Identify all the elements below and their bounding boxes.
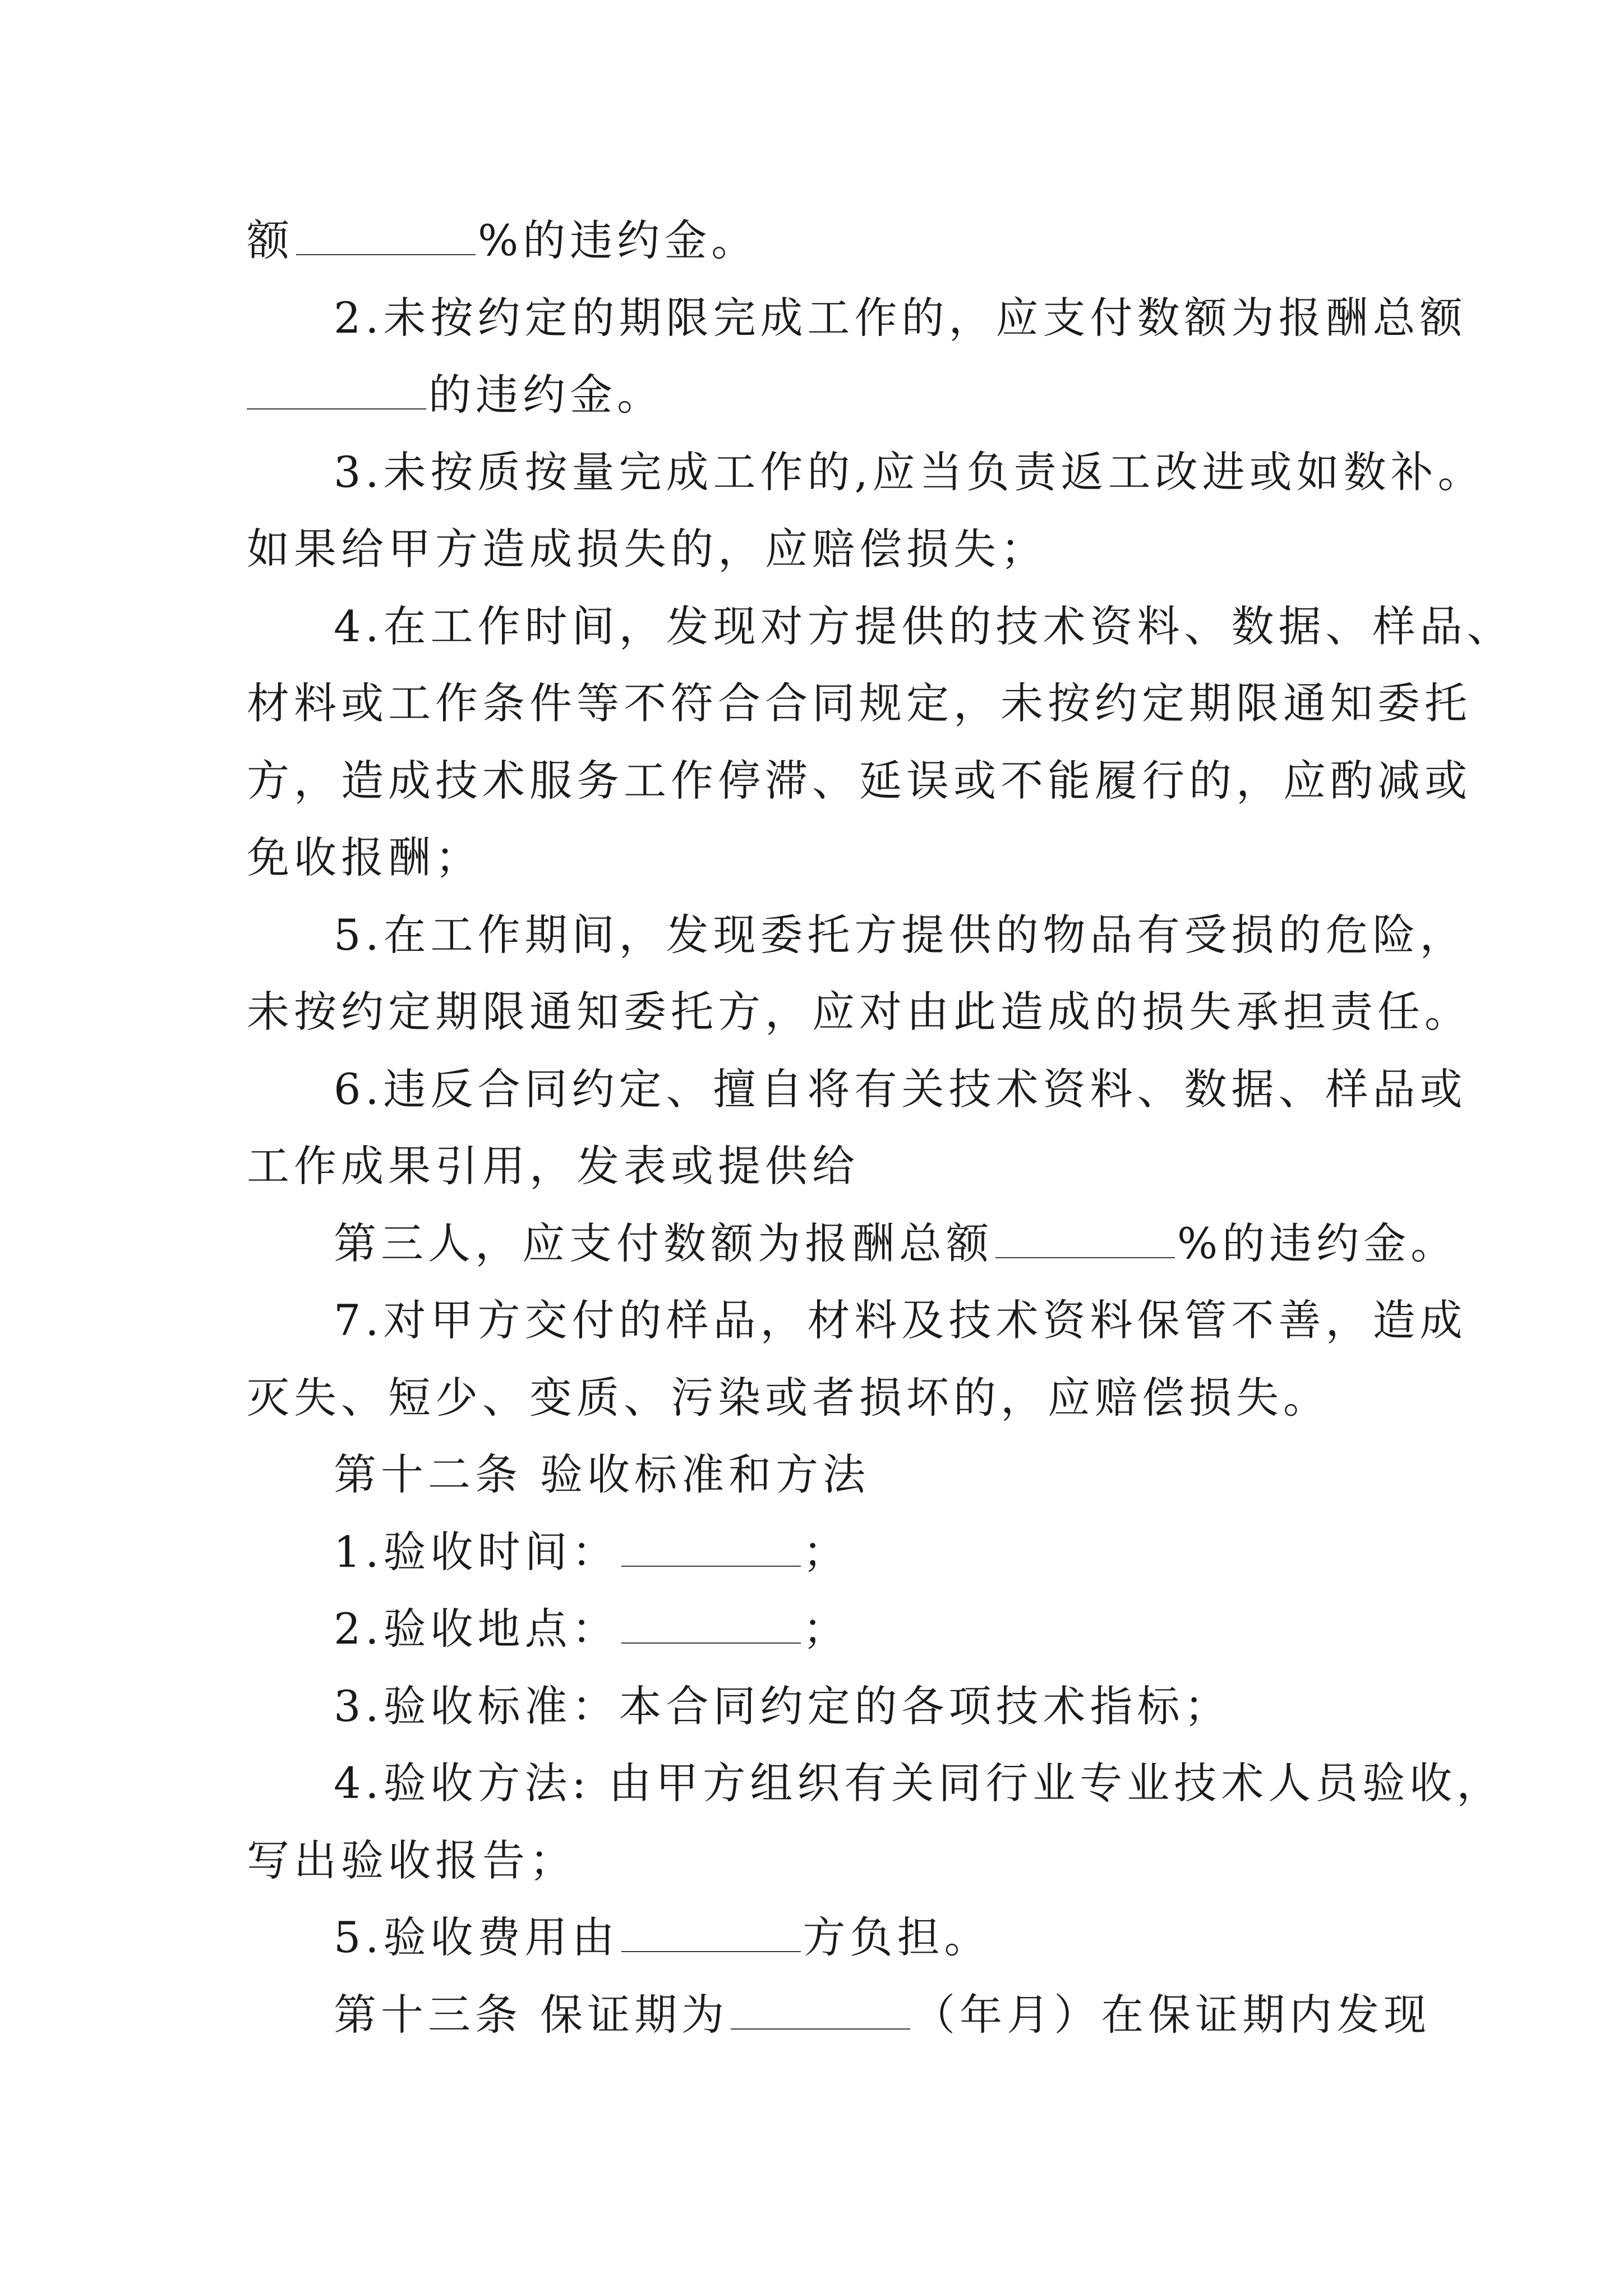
fill-in-blank[interactable]: [731, 2028, 910, 2030]
text-line: [247, 510, 1402, 588]
fill-in-blank[interactable]: [621, 1950, 801, 1952]
text-segment: 免收报酬；: [247, 832, 482, 882]
text-line: [247, 202, 1402, 279]
text-segment: 第三人，应支付数额为报酬总额: [334, 1218, 993, 1268]
text-line: [247, 434, 1485, 511]
text-segment: 6.违反合同约定、擅自将有关技术资料、数据、样品或: [334, 1064, 1467, 1114]
document-body: [247, 202, 1514, 2053]
text-segment: 方负担。: [803, 1912, 992, 1962]
text-line: [247, 1282, 1467, 1359]
text-segment: 方，造成技术服务工作停滞、延误或不能履行的，应酌减或: [247, 755, 1472, 806]
text-line: [247, 1745, 1504, 1822]
section-heading: [247, 1976, 1431, 2054]
text-segment: 工作成果引用，发表或提供给: [247, 1141, 859, 1191]
text-line: [247, 588, 1514, 665]
text-segment: 如果给甲方造成损失的，应赔偿损失；: [247, 524, 1048, 574]
text-segment: 材料或工作条件等不符合合同规定，未按约定期限通知委托: [247, 678, 1472, 728]
fill-in-blank[interactable]: [296, 254, 476, 255]
text-line: [247, 742, 1472, 820]
text-segment: 3.验收标准：本合同约定的各项技术指标；: [334, 1681, 1232, 1731]
section-heading: [247, 1436, 1402, 1513]
text-segment: ；: [803, 1526, 850, 1577]
text-segment: 5.验收费用由: [334, 1912, 619, 1962]
text-segment: 1.验收时间：: [334, 1526, 619, 1577]
text-segment: 灭失、短少、变质、污染或者损坏的，应赔偿损失。: [247, 1372, 1330, 1423]
text-segment: 第十三条 保证期为: [334, 1989, 729, 2040]
text-segment: 4.验收方法: 由甲方组织有关同行业专业技术人员验收，: [334, 1758, 1504, 1808]
text-line: [247, 896, 1467, 974]
text-line: [247, 1590, 1402, 1668]
text-line: [247, 1205, 1458, 1282]
text-segment: 未按约定期限通知委托方，应对由此造成的损失承担责任。: [247, 987, 1472, 1037]
text-line: [247, 973, 1472, 1051]
text-segment: 5.在工作期间，发现委托方提供的物品有受损的危险，: [334, 909, 1467, 960]
fill-in-blank[interactable]: [247, 408, 426, 409]
text-line: [247, 1513, 1402, 1591]
text-segment: 4.在工作时间，发现对方提供的技术资料、数据、样品、: [334, 601, 1514, 651]
text-segment: （年月）在保证期内发现: [912, 1989, 1431, 2040]
text-line: [247, 1128, 1402, 1205]
text-line: [247, 1359, 1402, 1437]
text-segment: 2.验收地点：: [334, 1604, 619, 1654]
text-line: [247, 819, 1402, 896]
text-line: [247, 1822, 1402, 1899]
fill-in-blank[interactable]: [621, 1565, 801, 1567]
text-segment: %的违约金。: [478, 215, 759, 265]
text-line: [247, 1668, 1402, 1745]
text-segment: 第十二条 验收标准和方法: [334, 1450, 870, 1499]
text-line: [247, 1899, 1402, 1976]
text-segment: 2.未按约定的期限完成工作的，应支付数额为报酬总额: [334, 292, 1467, 343]
text-segment: 3.未按质按量完成工作的,应当负责返工改进或如数补。: [334, 447, 1485, 497]
fill-in-blank[interactable]: [995, 1257, 1175, 1258]
text-line: [247, 279, 1467, 357]
text-line: [247, 1051, 1467, 1128]
text-line: [247, 356, 1402, 434]
text-segment: 的违约金。: [428, 370, 664, 420]
text-segment: 写出验收报告；: [247, 1835, 577, 1885]
text-segment: %的违约金。: [1177, 1218, 1458, 1268]
text-line: [247, 665, 1472, 742]
text-segment: 7.对甲方交付的样品，材料及技术资料保管不善，造成: [334, 1295, 1467, 1345]
text-segment: 额: [247, 215, 294, 265]
fill-in-blank[interactable]: [621, 1642, 801, 1644]
text-segment: ；: [803, 1604, 850, 1654]
